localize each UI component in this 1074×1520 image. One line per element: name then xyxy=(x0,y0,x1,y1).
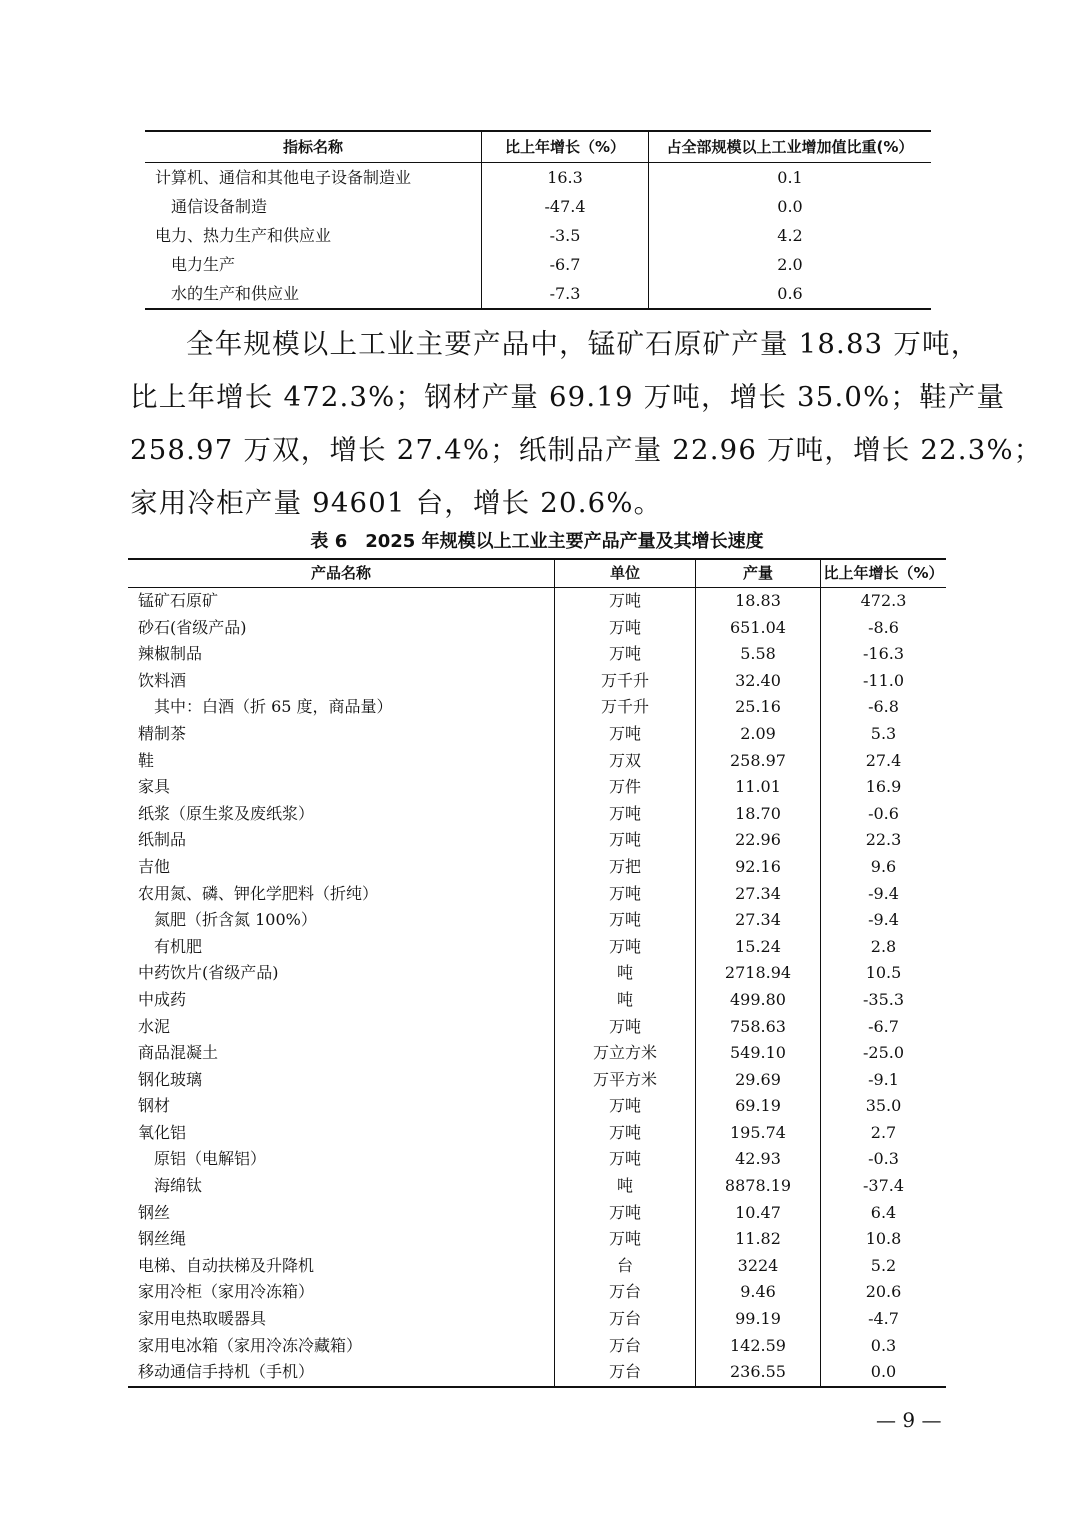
growth-value: 0.3 xyxy=(821,1333,947,1360)
table-row xyxy=(128,1146,946,1173)
growth-value: -9.4 xyxy=(821,907,947,934)
growth-value: 27.4 xyxy=(821,748,947,775)
growth-value: 2.7 xyxy=(821,1120,947,1147)
growth-value: -37.4 xyxy=(821,1173,947,1200)
product-name: 钢丝 xyxy=(138,1202,171,1222)
growth-value: 16.9 xyxy=(821,774,947,801)
output-value: 142.59 xyxy=(696,1333,821,1360)
growth-value: 5.3 xyxy=(821,721,947,748)
paragraph-line: 比上年增长 472.3%；钢材产量 69.19 万吨，增长 35.0%；鞋产量 xyxy=(130,381,1006,413)
unit: 万千升 xyxy=(555,694,696,721)
paragraph-line: 258.97 万双，增长 27.4%；纸制品产量 22.96 万吨，增长 22.3%； xyxy=(130,434,1043,466)
main-products-paragraph xyxy=(130,318,1043,530)
product-name: 钢丝绳 xyxy=(138,1229,187,1249)
unit: 万台 xyxy=(555,1306,696,1333)
indicator-name: 电力、热力生产和供应业 xyxy=(155,226,332,245)
share-value: 2.0 xyxy=(649,250,932,279)
table-row xyxy=(128,854,946,881)
growth-value: 0.0 xyxy=(821,1359,947,1387)
product-name: 精制茶 xyxy=(138,723,187,743)
product-name: 水泥 xyxy=(138,1016,171,1036)
unit: 万把 xyxy=(555,854,696,881)
indicator-name: 通信设备制造 xyxy=(171,197,268,216)
output-value: 42.93 xyxy=(696,1146,821,1173)
growth-value: -3.5 xyxy=(482,221,649,250)
indicator-name: 电力生产 xyxy=(171,255,236,274)
output-value: 92.16 xyxy=(696,854,821,881)
product-name: 海绵钛 xyxy=(154,1176,203,1196)
growth-value: -35.3 xyxy=(821,987,947,1014)
table-row xyxy=(128,668,946,695)
unit: 吨 xyxy=(555,987,696,1014)
page-number: — 9 — xyxy=(876,1408,942,1432)
table-row xyxy=(128,615,946,642)
product-name: 中成药 xyxy=(138,989,187,1009)
unit: 万双 xyxy=(555,748,696,775)
paragraph-line: 全年规模以上工业主要产品中，锰矿石原矿产量 18.83 万吨， xyxy=(186,328,980,360)
unit: 万吨 xyxy=(555,615,696,642)
growth-value: 2.8 xyxy=(821,934,947,961)
growth-value: -8.6 xyxy=(821,615,947,642)
table-row xyxy=(128,960,946,987)
paragraph-line: 家用冷柜产量 94601 台，增长 20.6%。 xyxy=(130,487,663,519)
growth-value: -0.6 xyxy=(821,801,947,828)
table-row xyxy=(128,694,946,721)
unit: 万吨 xyxy=(555,1146,696,1173)
unit: 万件 xyxy=(555,774,696,801)
product-name: 饮料酒 xyxy=(138,670,187,690)
output-value: 758.63 xyxy=(696,1014,821,1041)
output-value: 10.47 xyxy=(696,1200,821,1227)
unit: 万吨 xyxy=(555,721,696,748)
table-row xyxy=(128,1253,946,1280)
growth-value: 16.3 xyxy=(482,163,649,193)
column-header-indicator: 指标名称 xyxy=(282,138,343,156)
output-value: 32.40 xyxy=(696,668,821,695)
unit: 万吨 xyxy=(555,1093,696,1120)
product-name: 家用电热取暖器具 xyxy=(138,1309,267,1329)
output-value: 27.34 xyxy=(696,881,821,908)
growth-value: 22.3 xyxy=(821,827,947,854)
output-value: 25.16 xyxy=(696,694,821,721)
growth-value: -11.0 xyxy=(821,668,947,695)
main-products-output-table xyxy=(128,558,946,1388)
industry-value-added-table xyxy=(145,130,931,310)
unit: 万吨 xyxy=(555,588,696,615)
table-row xyxy=(128,641,946,668)
column-header-output: 产量 xyxy=(696,559,821,588)
growth-value: 10.5 xyxy=(821,960,947,987)
output-value: 29.69 xyxy=(696,1067,821,1094)
product-name: 鞋 xyxy=(138,750,155,770)
output-value: 22.96 xyxy=(696,827,821,854)
growth-value: -6.8 xyxy=(821,694,947,721)
table-row xyxy=(128,907,946,934)
growth-value: -47.4 xyxy=(482,192,649,221)
product-name: 移动通信手持机（手机） xyxy=(138,1362,315,1382)
output-value: 18.70 xyxy=(696,801,821,828)
product-name: 钢化玻璃 xyxy=(138,1069,203,1089)
unit: 吨 xyxy=(555,1173,696,1200)
unit: 万吨 xyxy=(555,1200,696,1227)
table-header-row xyxy=(128,559,946,588)
share-value: 0.0 xyxy=(649,192,932,221)
product-name: 家用电冰箱（家用冷冻冷藏箱） xyxy=(138,1335,363,1355)
table-title: 表 6 2025 年规模以上工业主要产品产量及其增长速度 xyxy=(310,531,764,552)
output-value: 69.19 xyxy=(696,1093,821,1120)
table-row xyxy=(145,279,931,309)
output-value: 3224 xyxy=(696,1253,821,1280)
product-name: 钢材 xyxy=(138,1096,171,1116)
table-body xyxy=(128,588,946,1387)
output-value: 195.74 xyxy=(696,1120,821,1147)
share-value: 4.2 xyxy=(649,221,932,250)
output-value: 11.01 xyxy=(696,774,821,801)
output-value: 9.46 xyxy=(696,1279,821,1306)
output-value: 27.34 xyxy=(696,907,821,934)
output-value: 2718.94 xyxy=(696,960,821,987)
table-row xyxy=(128,721,946,748)
product-name: 砂石(省级产品) xyxy=(138,617,247,637)
output-value: 99.19 xyxy=(696,1306,821,1333)
product-name: 吉他 xyxy=(138,856,171,876)
output-value: 11.82 xyxy=(696,1226,821,1253)
product-name: 中药饮片(省级产品) xyxy=(138,963,279,983)
product-name: 纸制品 xyxy=(138,830,187,850)
column-header-growth: 比上年增长（%） xyxy=(821,559,947,588)
growth-value: 35.0 xyxy=(821,1093,947,1120)
output-value: 5.58 xyxy=(696,641,821,668)
unit: 万台 xyxy=(555,1333,696,1360)
table-row xyxy=(128,1014,946,1041)
indicator-name: 计算机、通信和其他电子设备制造业 xyxy=(155,168,412,187)
growth-value: -9.4 xyxy=(821,881,947,908)
growth-value: -6.7 xyxy=(821,1014,947,1041)
column-header-growth: 比上年增长（%） xyxy=(482,131,649,163)
growth-value: -25.0 xyxy=(821,1040,947,1067)
share-value: 0.6 xyxy=(649,279,932,309)
growth-value: 5.2 xyxy=(821,1253,947,1280)
unit: 万平方米 xyxy=(555,1067,696,1094)
table-row xyxy=(145,221,931,250)
share-value: 0.1 xyxy=(649,163,932,193)
table-row xyxy=(145,250,931,279)
table-row xyxy=(128,987,946,1014)
table-row xyxy=(128,748,946,775)
unit: 万吨 xyxy=(555,641,696,668)
growth-value: 20.6 xyxy=(821,1279,947,1306)
product-name: 其中：白酒（折 65 度，商品量） xyxy=(154,697,393,717)
product-name: 锰矿石原矿 xyxy=(138,591,219,610)
unit: 万吨 xyxy=(555,827,696,854)
product-name: 氧化铝 xyxy=(138,1122,187,1142)
table-row xyxy=(128,1226,946,1253)
unit: 万吨 xyxy=(555,1014,696,1041)
unit: 吨 xyxy=(555,960,696,987)
product-name: 氮肥（折含氮 100%） xyxy=(154,910,317,930)
growth-value: 10.8 xyxy=(821,1226,947,1253)
output-value: 2.09 xyxy=(696,721,821,748)
unit: 万吨 xyxy=(555,1226,696,1253)
table-row xyxy=(128,774,946,801)
output-value: 15.24 xyxy=(696,934,821,961)
table-row xyxy=(128,1120,946,1147)
product-name: 家用冷柜（家用冷冻箱） xyxy=(138,1282,315,1302)
table-row xyxy=(128,1306,946,1333)
growth-value: -16.3 xyxy=(821,641,947,668)
product-name: 家具 xyxy=(138,777,171,797)
table-row xyxy=(145,192,931,221)
unit: 万吨 xyxy=(555,801,696,828)
unit: 万台 xyxy=(555,1279,696,1306)
unit: 万千升 xyxy=(555,668,696,695)
output-value: 499.80 xyxy=(696,987,821,1014)
table-row xyxy=(128,1279,946,1306)
output-value: 18.83 xyxy=(696,588,821,615)
growth-value: -7.3 xyxy=(482,279,649,309)
product-name: 农用氮、磷、钾化学肥料（折纯） xyxy=(138,883,379,903)
output-value: 549.10 xyxy=(696,1040,821,1067)
growth-value: -0.3 xyxy=(821,1146,947,1173)
table-row xyxy=(128,827,946,854)
product-name: 商品混凝土 xyxy=(138,1043,219,1063)
column-header-share: 占全部规模以上工业增加值比重(%） xyxy=(649,131,932,163)
growth-value: -6.7 xyxy=(482,250,649,279)
output-value: 258.97 xyxy=(696,748,821,775)
unit: 万立方米 xyxy=(555,1040,696,1067)
unit: 万吨 xyxy=(555,1120,696,1147)
growth-value: 6.4 xyxy=(821,1200,947,1227)
unit: 万吨 xyxy=(555,934,696,961)
product-name: 辣椒制品 xyxy=(138,644,203,664)
growth-value: -4.7 xyxy=(821,1306,947,1333)
growth-value: 472.3 xyxy=(821,588,947,615)
output-value: 8878.19 xyxy=(696,1173,821,1200)
growth-value: 9.6 xyxy=(821,854,947,881)
table-row xyxy=(128,801,946,828)
unit: 万吨 xyxy=(555,881,696,908)
product-name: 原铝（电解铝） xyxy=(154,1149,267,1169)
table-row xyxy=(128,1333,946,1360)
table-row xyxy=(128,1040,946,1067)
unit: 台 xyxy=(555,1253,696,1280)
column-header-product: 产品名称 xyxy=(310,564,371,582)
table-row xyxy=(128,1173,946,1200)
product-name: 有机肥 xyxy=(154,936,203,956)
unit: 万台 xyxy=(555,1359,696,1387)
table-row xyxy=(128,1200,946,1227)
product-name: 纸浆（原生浆及废纸浆） xyxy=(138,803,315,823)
table-row xyxy=(128,1067,946,1094)
column-header-unit: 单位 xyxy=(555,559,696,588)
table-row xyxy=(128,1093,946,1120)
growth-value: -9.1 xyxy=(821,1067,947,1094)
indicator-name: 水的生产和供应业 xyxy=(171,284,300,303)
table-row xyxy=(128,881,946,908)
product-name: 电梯、自动扶梯及升降机 xyxy=(138,1255,315,1275)
output-value: 651.04 xyxy=(696,615,821,642)
table-row xyxy=(128,1359,946,1387)
table-row xyxy=(145,163,931,193)
output-value: 236.55 xyxy=(696,1359,821,1387)
unit: 万吨 xyxy=(555,907,696,934)
table-row xyxy=(128,934,946,961)
table-row xyxy=(128,588,946,615)
table-header-row xyxy=(145,131,931,163)
